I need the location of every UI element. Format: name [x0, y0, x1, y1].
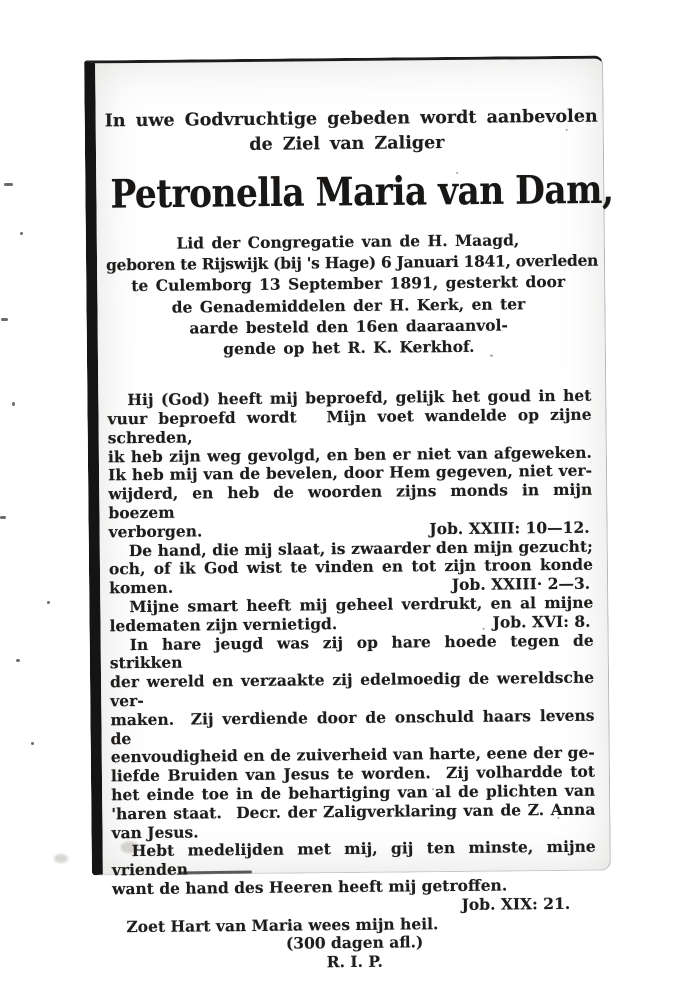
- body-line: ik heb zijn weg gevolgd, en ben er niet van afgeweken.: [107, 442, 592, 466]
- margin-speck: [4, 183, 13, 186]
- body-line: och, of ik God wist te vinden en tot zijn troon konde: [108, 555, 594, 579]
- memorial-card: [84, 56, 614, 972]
- body-line: Ik heb mij van de bevelen, door Hem gegeven, niet ver-: [107, 461, 593, 485]
- body-line: Mijne smart heeft mij geheel verdrukt, en al mijne: [129, 592, 594, 617]
- margin-smudge: [54, 854, 68, 863]
- margin-speck: [47, 601, 50, 604]
- scripture-citation: Job. XVI: 8.: [492, 611, 591, 632]
- body-line: In hare jeugd was zij op hare hoede tegen de strikken: [109, 630, 594, 673]
- margin-speck: [0, 516, 6, 519]
- body-line: maken. Zij verdiende door de onschuld haars levens de: [110, 705, 595, 748]
- bio-line: de Genademiddelen der H. Kerk, en ter: [171, 293, 526, 317]
- deceased-name: [105, 166, 614, 225]
- bio-line: aarde besteld den 16en daaraanvol-: [189, 315, 508, 338]
- margin-speck: [20, 232, 23, 235]
- body-line: De hand, die mij slaat, is zwaarder den mijn gezucht;: [128, 536, 593, 560]
- closing-line: Zoet Hart van Maria wees mijn heil.: [126, 913, 439, 936]
- rip-line: R. I. P.: [326, 951, 383, 972]
- bio-line: te Culemborg 13 September 1891, gesterkt door: [131, 272, 566, 296]
- body-line: van Jesus.: [111, 821, 199, 842]
- intro-line: In uwe Godvruchtige gebeden wordt aanbevolen: [104, 106, 598, 132]
- body-line: het einde toe in de behartiging van al de plichten van: [111, 780, 596, 805]
- scripture-citation: Job. XXIII· 2—3.: [451, 573, 591, 595]
- line-end: verborgen.: [108, 521, 203, 542]
- body-line: Hij (God) heeft mij beproefd, gelijk het goud in het: [127, 385, 592, 410]
- line-end: ledematen zijn vernietigd.: [109, 613, 338, 636]
- scripture-citation: Job. XXIII: 10—12.: [429, 517, 590, 539]
- card-content: [95, 59, 614, 972]
- deceased-name-text: Petronella Maria van Dam,: [110, 166, 614, 218]
- body-line: want de hand des Heeren heeft mij getroffen.: [111, 875, 508, 899]
- bio-line: gende op het R. K. Kerkhof.: [223, 336, 475, 359]
- body-line: vuur beproefd wordt Mijn voet wandelde op zijne schreden,: [107, 404, 592, 448]
- body-line: der wereld en verzaakte zij edelmoedig de wereldsche ver-: [109, 667, 595, 711]
- margin-speck: [12, 402, 15, 406]
- indulgence-line: (300 dagen afl.): [285, 932, 424, 953]
- intro-line: de Ziel van Zaliger: [249, 133, 445, 155]
- body-line: Hebt medelijden met mij, gij ten minste, mijne vrienden: [111, 836, 596, 880]
- margin-speck: [1, 318, 8, 321]
- margin-speck: [31, 742, 34, 745]
- scripture-citation: Job. XIX: 21.: [461, 893, 571, 914]
- bio-line: geboren te Rijswijk (bij 's Hage) 6 Januari 1841, overleden: [105, 250, 599, 275]
- bio-line: Lid der Congregatie van de H. Maagd,: [176, 230, 520, 253]
- line-end: komen.: [109, 577, 174, 598]
- body-line: liefde Bruiden van Jesus te worden. Zij volhardde tot: [110, 761, 596, 786]
- body-line: wijderd, en heb de woorden zijns monds in mijn boezem: [108, 479, 593, 523]
- body-line: eenvoudigheid en de zuiverheid van harte, eene der ge-: [110, 742, 595, 767]
- margin-speck: [16, 659, 20, 662]
- body-line: 'haren staat. Decr. der Zaligverklaring van de Z. Anna: [111, 799, 596, 824]
